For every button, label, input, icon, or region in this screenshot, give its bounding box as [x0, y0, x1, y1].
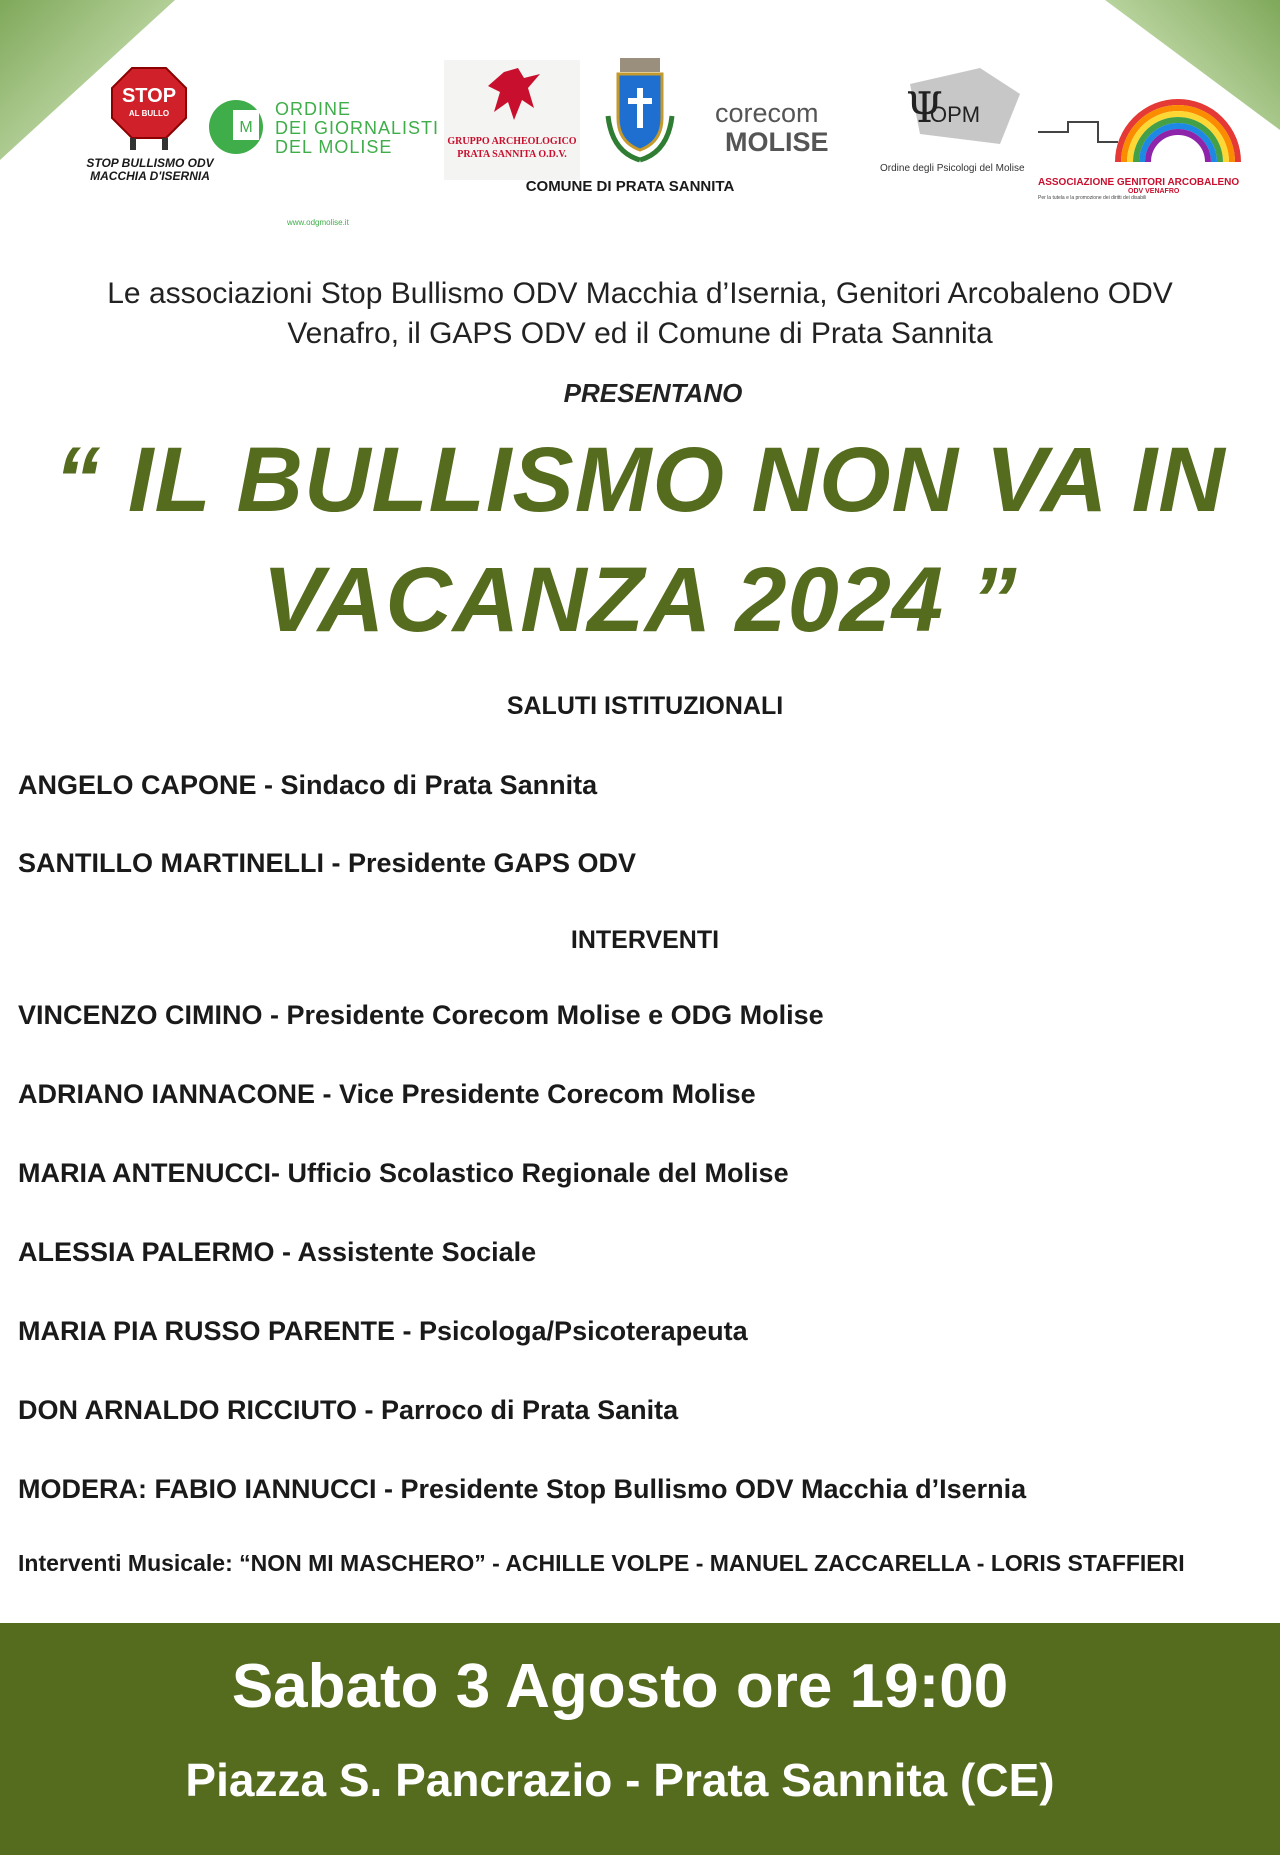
arcobaleno-line-2: ODV VENAFRO — [1128, 188, 1180, 195]
svg-text:Ψ: Ψ — [906, 83, 943, 132]
comune-crest-logo — [590, 56, 690, 166]
arcobaleno-line-1: ASSOCIAZIONE GENITORI ARCOBALENO — [1038, 177, 1240, 188]
saluti-heading: SALUTI ISTITUZIONALI — [506, 692, 784, 720]
corecom-line-2: MOLISE — [725, 127, 829, 157]
interventi-item: ALESSIA PALERMO - Assistente Sociale — [18, 1237, 537, 1267]
warrior-icon — [444, 60, 580, 130]
interventi-item: MARIA ANTENUCCI- Ufficio Scolastico Regionale del Molise — [18, 1158, 789, 1188]
intro-text — [40, 274, 1240, 354]
music-line: Interventi Musicale: “NON MI MASCHERO” - ACHILLE VOLPE - MANUEL ZACCARELLA - LORIS STAFFIERI — [18, 1550, 1185, 1576]
logo-bar — [0, 50, 1280, 227]
intro-line-2: Venafro, il GAPS ODV ed il Comune di Prata Sannita — [287, 317, 993, 350]
opm-mark-text: OPM — [930, 102, 981, 127]
saluti-item: SANTILLO MARTINELLI - Presidente GAPS ODV — [18, 848, 637, 878]
interventi-item: VINCENZO CIMINO - Presidente Corecom Molise e ODG Molise — [18, 1000, 824, 1030]
stop-bullismo-logo — [70, 62, 230, 202]
interventi-item: DON ARNALDO RICCIUTO - Parroco di Prata Sanita — [18, 1395, 679, 1425]
odg-molise-logo — [207, 98, 447, 227]
interventi-heading: INTERVENTI — [570, 926, 720, 954]
rainbow-icon — [1038, 92, 1263, 172]
gaps-line-2: PRATA SANNITA O.D.V. — [457, 149, 567, 160]
stop-bullismo-caption-2: MACCHIA D'ISERNIA — [90, 169, 210, 183]
odg-line-2: DEI GIORNALISTI — [275, 118, 440, 138]
presentano-label: PRESENTANO — [563, 378, 743, 408]
arcobaleno-line-3: Per la tutela e la promozione dei diritti dei disabili — [1038, 195, 1147, 201]
event-title-line-2: VACANZA 2024 ” — [262, 549, 1018, 651]
stop-badge-text: STOP — [121, 85, 177, 107]
event-date: Sabato 3 Agosto ore 19:00 — [231, 1652, 1009, 1721]
saluti-item: ANGELO CAPONE - Sindaco di Prata Sannita — [18, 770, 598, 800]
footer-banner — [0, 1623, 1280, 1855]
corecom-logo — [715, 100, 855, 160]
odg-circle-icon — [207, 98, 265, 156]
event-title-line-1: “ IL BULLISMO NON VA IN — [54, 429, 1226, 531]
stop-bullismo-caption-1: STOP BULLISMO ODV — [86, 156, 214, 170]
stop-badge-subtext: AL BULLO — [128, 109, 170, 118]
corecom-line-1: corecom — [715, 98, 819, 128]
psi-region-icon — [880, 64, 1030, 150]
crest-icon — [590, 56, 690, 166]
gaps-line-1: GRUPPO ARCHEOLOGICO — [447, 136, 577, 147]
event-place: Piazza S. Pancrazio - Prata Sannita (CE) — [185, 1754, 1055, 1806]
stop-sign-icon — [70, 62, 230, 152]
opm-logo — [880, 64, 1030, 184]
arcobaleno-logo — [1038, 92, 1263, 201]
intro-line-1: Le associazioni Stop Bullismo ODV Macchia d’Isernia, Genitori Arcobaleno ODV — [107, 277, 1173, 310]
odg-line-3: DEL MOLISE — [275, 137, 393, 157]
comune-caption: COMUNE DI PRATA SANNITA — [525, 178, 735, 195]
svg-text:M: M — [239, 119, 253, 136]
interventi-item: ADRIANO IANNACONE - Vice Presidente Corecom Molise — [18, 1079, 756, 1109]
moderator-line: MODERA: FABIO IANNUCCI - Presidente Stop Bullismo ODV Macchia d’Isernia — [18, 1474, 1027, 1504]
gaps-logo — [444, 60, 580, 180]
odg-line-1: ORDINE — [275, 99, 352, 119]
event-title — [20, 420, 1260, 660]
odg-url: www.odgmolise.it — [287, 218, 349, 227]
interventi-item: MARIA PIA RUSSO PARENTE - Psicologa/Psicoterapeuta — [18, 1316, 748, 1346]
opm-caption: Ordine degli Psicologi del Molise — [880, 163, 1025, 174]
